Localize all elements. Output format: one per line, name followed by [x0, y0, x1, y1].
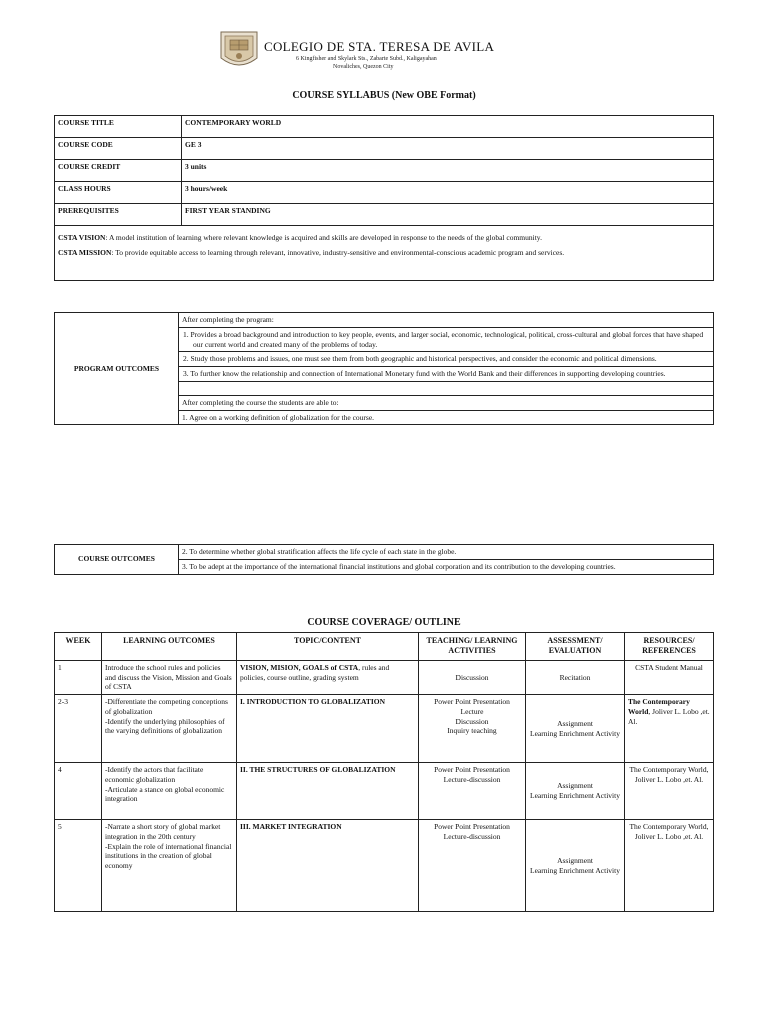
topic-cell: I. INTRODUCTION TO GLOBALIZATION — [237, 695, 419, 763]
col-header-week: WEEK — [55, 633, 102, 661]
table-row — [55, 763, 714, 820]
outcomes-cell: -Differentiate the competing conceptions of globalization -Identify the underlying philosophies of the varying definitions of globalization — [102, 695, 237, 763]
vision-text: : A model institution of learning where relevant knowledge is acquired and skills are developed in response to the needs of the global community. — [105, 233, 542, 242]
table-row — [55, 116, 714, 138]
prerequisites-label: PREREQUISITES — [55, 204, 182, 226]
col-header-resources: RESOURCES/ REFERENCES — [625, 633, 714, 661]
school-header — [0, 28, 768, 78]
coverage-title: COURSE COVERAGE/ OUTLINE — [307, 617, 461, 628]
outcomes-cell: Introduce the school rules and policies and discuss the Vision, Mission and Goals of CSTA — [102, 660, 237, 694]
course-credit-label: COURSE CREDIT — [55, 160, 182, 182]
col-header-learning-outcomes: LEARNING OUTCOMES — [102, 633, 237, 661]
course-code-value: GE 3 — [182, 138, 714, 160]
topic-cell — [237, 660, 419, 694]
mission-statement — [58, 248, 710, 258]
outcomes-cell: -Narrate a short story of global market integration in the 20th century -Explain the role of international financial institutions in the creation of global economy — [102, 820, 237, 912]
course-outcomes-table — [54, 544, 714, 575]
resources-cell — [625, 660, 714, 694]
topic-heading: VISION, MISION, GOALS of CSTA — [240, 662, 359, 672]
assessment-cell: Assignment Learning Enrichment Activity — [526, 820, 625, 912]
week-cell: 4 — [55, 763, 102, 820]
activities-cell: Power Point Presentation Lecture Discussion Inquiry teaching — [419, 695, 526, 763]
prerequisites-value: FIRST YEAR STANDING — [182, 204, 714, 226]
program-outcome-item: 3. To further know the relationship and connection of International Monetary fund with the World Bank and their differences in supporting developing countries. — [179, 367, 714, 382]
assessment-cell: Assignment Learning Enrichment Activity — [526, 763, 625, 820]
table-row — [55, 660, 714, 694]
class-hours-value: 3 hours/week — [182, 182, 714, 204]
assessment-cell: Assignment Learning Enrichment Activity — [526, 695, 625, 763]
resources-cell — [625, 695, 714, 763]
activities-cell: Power Point Presentation Lecture-discussion — [419, 820, 526, 912]
vision-label: CSTA VISION — [58, 233, 106, 242]
table-row — [55, 313, 714, 328]
school-address-line2: Novaliches, Quezon City — [333, 64, 394, 70]
table-row — [55, 820, 714, 912]
table-row — [55, 204, 714, 226]
week-cell: 2-3 — [55, 695, 102, 763]
program-outcome-item: 2. Study those problems and issues, one must see them from both geographic and historical perspectives, and consider the economic and political dimensions. — [179, 352, 714, 367]
program-outcome-item: 1. Provides a broad background and introduction to key people, events, and larger social, economic, technological, political, cross-cultural and global forces that have shaped our current world and created many of the problems of today. — [179, 327, 714, 352]
mission-label: CSTA MISSION — [58, 247, 112, 257]
week-cell: 5 — [55, 820, 102, 912]
table-row — [55, 695, 714, 763]
course-info-table — [54, 115, 714, 281]
table-row — [55, 545, 714, 560]
assessment-cell: Recitation — [526, 660, 625, 694]
school-seal-logo — [218, 28, 260, 72]
document-title: COURSE SYLLABUS (New OBE Format) — [292, 90, 476, 101]
vision-statement — [58, 233, 710, 243]
course-outcome-item: 3. To be adept at the importance of the international financial institutions and global corporation and its contribution to the developing countries. — [179, 559, 714, 574]
program-outcomes-intro: After completing the program: — [179, 313, 714, 328]
vision-mission-cell — [55, 226, 714, 281]
outcomes-cell: -Identify the actors that facilitate economic globalization -Articulate a stance on global economic integration — [102, 763, 237, 820]
table-row — [55, 138, 714, 160]
table-header-row — [55, 633, 714, 661]
activities-cell: Discussion — [419, 660, 526, 694]
course-title-value: CONTEMPORARY WORLD — [182, 116, 714, 138]
course-code-label: COURSE CODE — [55, 138, 182, 160]
table-row — [55, 160, 714, 182]
topic-cell: III. MARKET INTEGRATION — [237, 820, 419, 912]
course-outcomes-intro — [179, 395, 714, 425]
school-address-line1: 6 Kingfisher and Skylark Sts., Zabarte Subd., Kaligayahan — [296, 56, 437, 62]
course-credit-value: 3 units — [182, 160, 714, 182]
week-cell: 1 — [55, 660, 102, 694]
course-coverage-table — [54, 632, 714, 912]
col-header-topic: TOPIC/CONTENT — [237, 633, 419, 661]
topic-detail: , rules and policies, course outline, grading system — [240, 662, 390, 682]
resources-book-title: The Contemporary World — [628, 697, 690, 716]
course-outcome-item: 1. Agree on a working definition of globalization for the course. — [179, 410, 713, 423]
school-name: COLEGIO DE STA. TERESA DE AVILA — [264, 39, 495, 54]
activities-cell: Power Point Presentation Lecture-discussion — [419, 763, 526, 820]
resources-text: , Joliver L. Lobo ,et. Al. — [628, 706, 710, 726]
empty-cell — [179, 381, 714, 395]
resources-cell: The Contemporary World, Joliver L. Lobo ,et. Al. — [625, 763, 714, 820]
program-outcomes-table — [54, 312, 714, 425]
topic-cell: II. THE STRUCTURES OF GLOBALIZATION — [237, 763, 419, 820]
table-row — [55, 182, 714, 204]
course-title-label: COURSE TITLE — [55, 116, 182, 138]
mission-text: : To provide equitable access to learning through relevant, innovative, industry-sensitive and environmental-conscious academic program and services. — [111, 247, 565, 257]
resources-cell: The Contemporary World, Joliver L. Lobo ,et. Al. — [625, 820, 714, 912]
col-header-activities: TEACHING/ LEARNING ACTIVITIES — [419, 633, 526, 661]
col-header-assessment: ASSESSMENT/ EVALUATION — [526, 633, 625, 661]
program-outcomes-label: PROGRAM OUTCOMES — [55, 313, 179, 425]
resources-text: CSTA Student Manual — [635, 662, 703, 672]
course-outcomes-label: COURSE OUTCOMES — [55, 545, 179, 575]
course-outcome-item: 2. To determine whether global stratification affects the life cycle of each state in the globe. — [179, 545, 714, 560]
course-outcomes-intro-text: After completing the course the students are able to: — [182, 397, 339, 407]
class-hours-label: CLASS HOURS — [55, 182, 182, 204]
table-row — [55, 226, 714, 281]
